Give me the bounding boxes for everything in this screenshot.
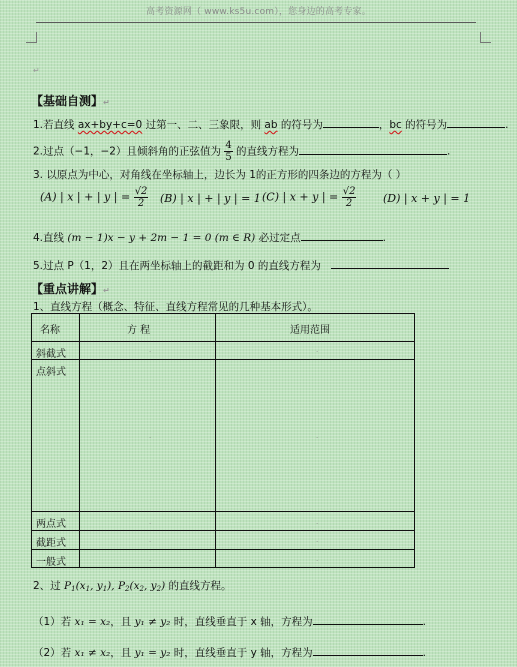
cell-mark: . [149,536,152,544]
header-scope: 适用范围 [290,325,330,336]
q4-equation: (m − 1)x − y + 2m − 1 = 0 (m ∈ R) [67,232,256,244]
cell-mark: . [149,518,152,526]
row-divider [32,530,414,531]
item2-points [64,580,165,592]
question-2 [33,140,450,163]
option-b[interactable]: (B) | x | + | y | = 1 [160,192,261,205]
crop-mark-right [480,32,491,43]
row-label-intercept: 截距式 [36,538,66,549]
q1-ab: ab [264,119,278,131]
item2-prefix: 2、过 [33,580,65,592]
sub: 2 [125,585,130,593]
answer-blank[interactable] [323,126,379,128]
q1-bc: bc [389,119,402,131]
q4-prefix: 4.直线 [33,232,68,244]
q4-tail: 必过定点 [255,232,301,244]
para-mark: . [447,145,451,158]
question-1 [33,117,509,132]
crop-mark-left [26,32,37,43]
cell-mark: . [316,518,319,526]
q1-equation: ax+by+c=0 [77,119,143,131]
row-label-point-slope: 点斜式 [36,367,66,378]
cell-mark: . [149,346,152,354]
row-divider [32,341,414,342]
answer-blank[interactable] [313,654,423,656]
condition: y₁ ≠ y₂ [134,616,171,628]
return-mark-icon: ↵ [103,286,110,295]
question-5 [33,258,449,273]
item2-1-tail: 时，直线垂直于 x 轴，方程为 [170,616,313,628]
frac-num: √2 [134,186,148,197]
q2-prefix: 2.过点（−1，−2）且倾斜角的正弦值为 [33,145,225,158]
p1: P [64,580,72,592]
option-c-text: (C) | x + y | = [262,190,339,204]
item-2-1 [33,614,426,629]
row-label-slope-intercept: 斜截式 [36,349,66,360]
frac-den: 5 [225,152,232,163]
fraction-sqrt2-2 [134,186,149,209]
row-divider [32,359,414,360]
header-rule [36,22,476,23]
row-label-two-point: 两点式 [36,519,66,530]
coord: (x [75,580,86,592]
item-2-2 [33,645,426,660]
coord: , y [90,580,103,592]
option-a-text: (A) | x | + | y | = [40,190,131,204]
sub: 1 [85,585,91,593]
row-label-general: 一般式 [36,557,66,568]
section-title-basic [31,92,110,109]
header-equation: 方 程 [127,325,151,336]
item2-2-tail: 时，直线垂直于 y 轴，方程为 [170,647,313,659]
frac-num: 4 [225,140,232,151]
para-mark: . [505,119,509,131]
frac-den: 2 [345,198,353,209]
para-mark: . [422,616,426,628]
section-title-key [31,280,110,297]
q2-tail: 的直线方程为 [232,145,300,158]
condition: x₁ ≠ x₂ [74,647,111,659]
key-item-1: 1、直线方程（概念、特征、直线方程常见的几种基本形式）。 [33,301,318,313]
line-forms-table [31,313,415,568]
para-mark: . [382,232,386,244]
condition: y₁ = y₂ [134,647,171,659]
sub: 2 [156,585,162,593]
q1-tail: 的符号为 [401,119,448,131]
sub: 2 [139,585,144,593]
row-divider [32,511,414,512]
fraction-sqrt2-2 [342,186,357,209]
question-4 [33,230,386,245]
key-item-2 [33,578,232,593]
site-header-text: 高考资源网（ www.ks5u.com），您身边的高考专家。 [146,7,371,17]
row-divider [32,549,414,550]
item2-2-prefix: （2）若 [33,647,75,659]
cell-mark: . [149,555,152,563]
option-a[interactable] [40,186,148,209]
q5-text: 5.过点 P（1，2）且在两坐标轴上的截距和为 0 的直线方程为 [33,260,321,272]
frac-num: √2 [342,186,356,197]
sub: 1 [102,585,108,593]
cell-mark: . [316,346,319,354]
question-3-stem: 3. 以原点为中心，对角线在坐标轴上，边长为 1的正方形的四条边的方程为（ ） [33,169,407,181]
answer-blank[interactable] [447,126,505,128]
item2-2-mid: ，且 [110,647,135,659]
q1-mid: 过第一、二、三象限，则 [142,119,265,131]
para-mark: . [422,647,426,659]
answer-blank[interactable] [313,623,423,625]
coord: (x [129,580,140,592]
q1-prefix: 1.若直线 [33,119,78,131]
option-c[interactable] [262,186,356,209]
sub: 1 [71,585,76,593]
cell-mark: . [316,555,319,563]
item2-tail: 的直线方程。 [165,580,232,592]
q1-mid2: 的符号为 [277,119,323,131]
condition: x₁ = x₂ [74,616,111,628]
answer-blank[interactable] [301,239,383,241]
cell-mark: . [149,432,152,440]
item2-1-prefix: （1）若 [33,616,75,628]
return-mark-icon: ↵ [33,66,40,75]
header-name: 名称 [40,325,60,336]
q1-sep: ， [378,119,390,131]
frac-den: 2 [137,198,145,209]
answer-blank[interactable] [299,153,447,155]
answer-blank[interactable] [331,267,449,269]
coord: , y [143,580,157,592]
p2: P [117,580,126,592]
cell-mark: . [316,536,319,544]
section-title-text: 【重点讲解】 [31,282,104,296]
cell-mark: . [316,432,319,440]
option-d[interactable]: (D) | x + y | = 1 [383,192,471,205]
return-mark-icon: ↵ [103,98,110,107]
fraction-4-5 [224,140,232,163]
section-title-text: 【基础自测】 [31,94,104,108]
item2-1-mid: ，且 [110,616,135,628]
coord: ), [107,580,118,592]
coord: ) [161,580,166,592]
